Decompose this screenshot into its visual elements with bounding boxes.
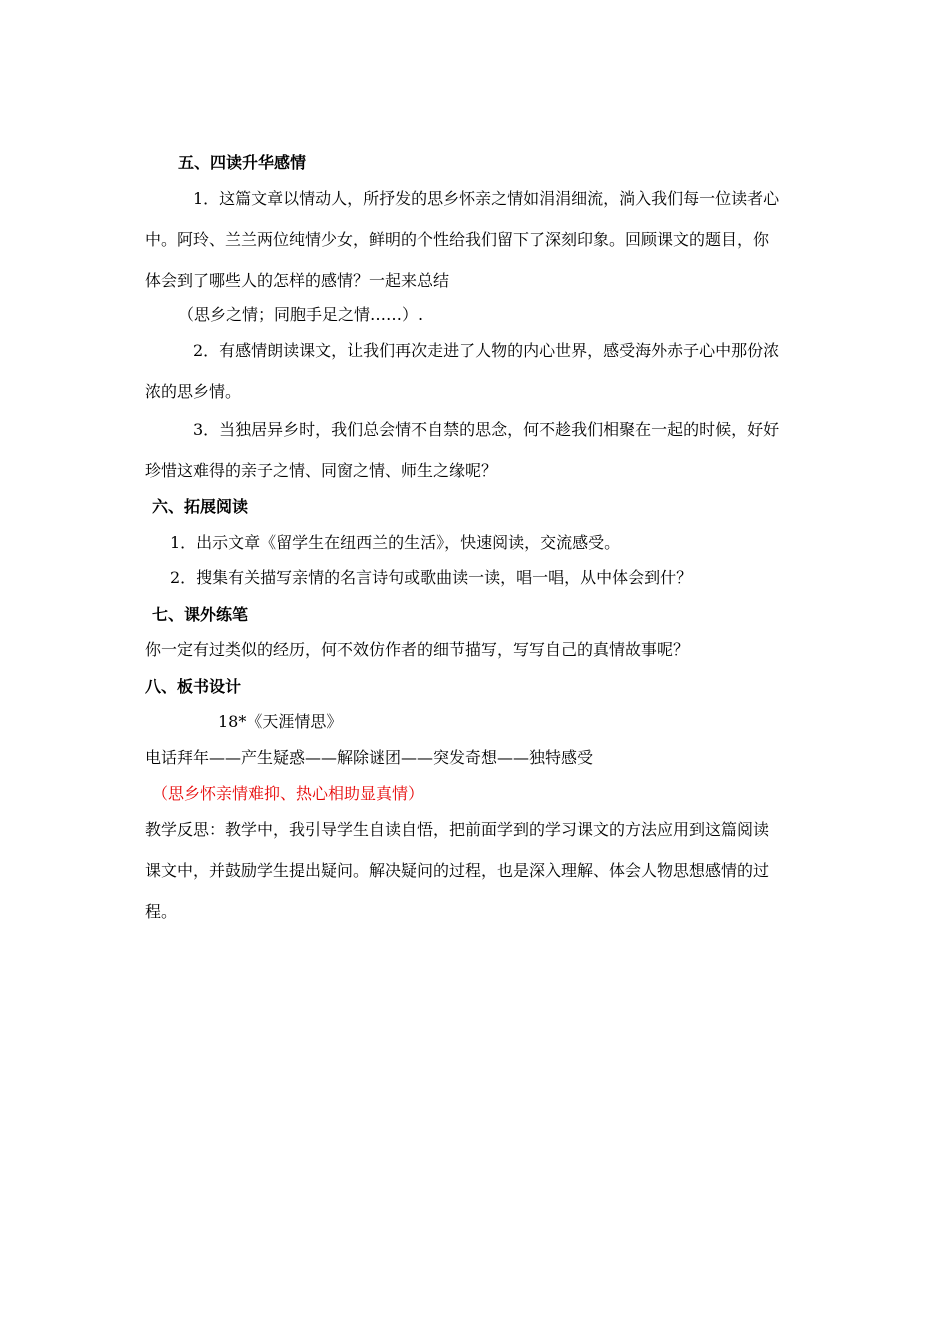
paragraph-line: 浓的思乡情。 xyxy=(145,382,242,401)
reflection-line: 教学反思：教学中，我引导学生自读自悟，把前面学到的学习课文的方法应用到这篇阅读 xyxy=(145,820,770,839)
paragraph-line: 体会到了哪些人的怎样的感情？一起来总结 xyxy=(145,271,450,290)
list-item: 2．搜集有关描写亲情的名言诗句或歌曲读一读，唱一唱，从中体会到什？ xyxy=(170,568,693,587)
list-item: 1．出示文章《留学生在纽西兰的生活》，快速阅读，交流感受。 xyxy=(170,533,621,552)
paragraph-line: 2．有感情朗读课文，让我们再次走进了人物的内心世界，感受海外赤子心中那份浓 xyxy=(193,341,780,360)
board-title: 18*《天涯情思》 xyxy=(218,712,343,731)
reflection-line: 课文中，并鼓励学生提出疑问。解决疑问的过程，也是深入理解、体会人物思想感情的过 xyxy=(145,861,770,880)
board-theme: （思乡怀亲情难抑、热心相助显真情） xyxy=(152,784,425,803)
section-heading-6: 六、拓展阅读 xyxy=(152,497,249,516)
section-heading-5: 五、四读升华感情 xyxy=(178,153,307,172)
board-flow: 电话拜年——产生疑惑——解除谜团——突发奇想——独特感受 xyxy=(145,748,594,767)
paragraph-line: 1．这篇文章以情动人，所抒发的思乡怀亲之情如涓涓细流，淌入我们每一位读者心 xyxy=(193,189,780,208)
section-heading-8: 八、板书设计 xyxy=(145,677,242,696)
answer-line: （思乡之情；同胞手足之情……）. xyxy=(178,305,424,324)
reflection-line: 程。 xyxy=(145,902,178,921)
section-heading-7: 七、课外练笔 xyxy=(152,605,249,624)
paragraph-line: 你一定有过类似的经历，何不效仿作者的细节描写，写写自己的真情故事呢？ xyxy=(145,640,690,659)
paragraph-line: 中。阿玲、兰兰两位纯情少女，鲜明的个性给我们留下了深刻印象。回顾课文的题目，你 xyxy=(145,230,770,249)
paragraph-line: 珍惜这难得的亲子之情、同窗之情、师生之缘呢？ xyxy=(145,461,498,480)
paragraph-line: 3．当独居异乡时，我们总会情不自禁的思念，何不趁我们相聚在一起的时候，好好 xyxy=(193,420,780,439)
